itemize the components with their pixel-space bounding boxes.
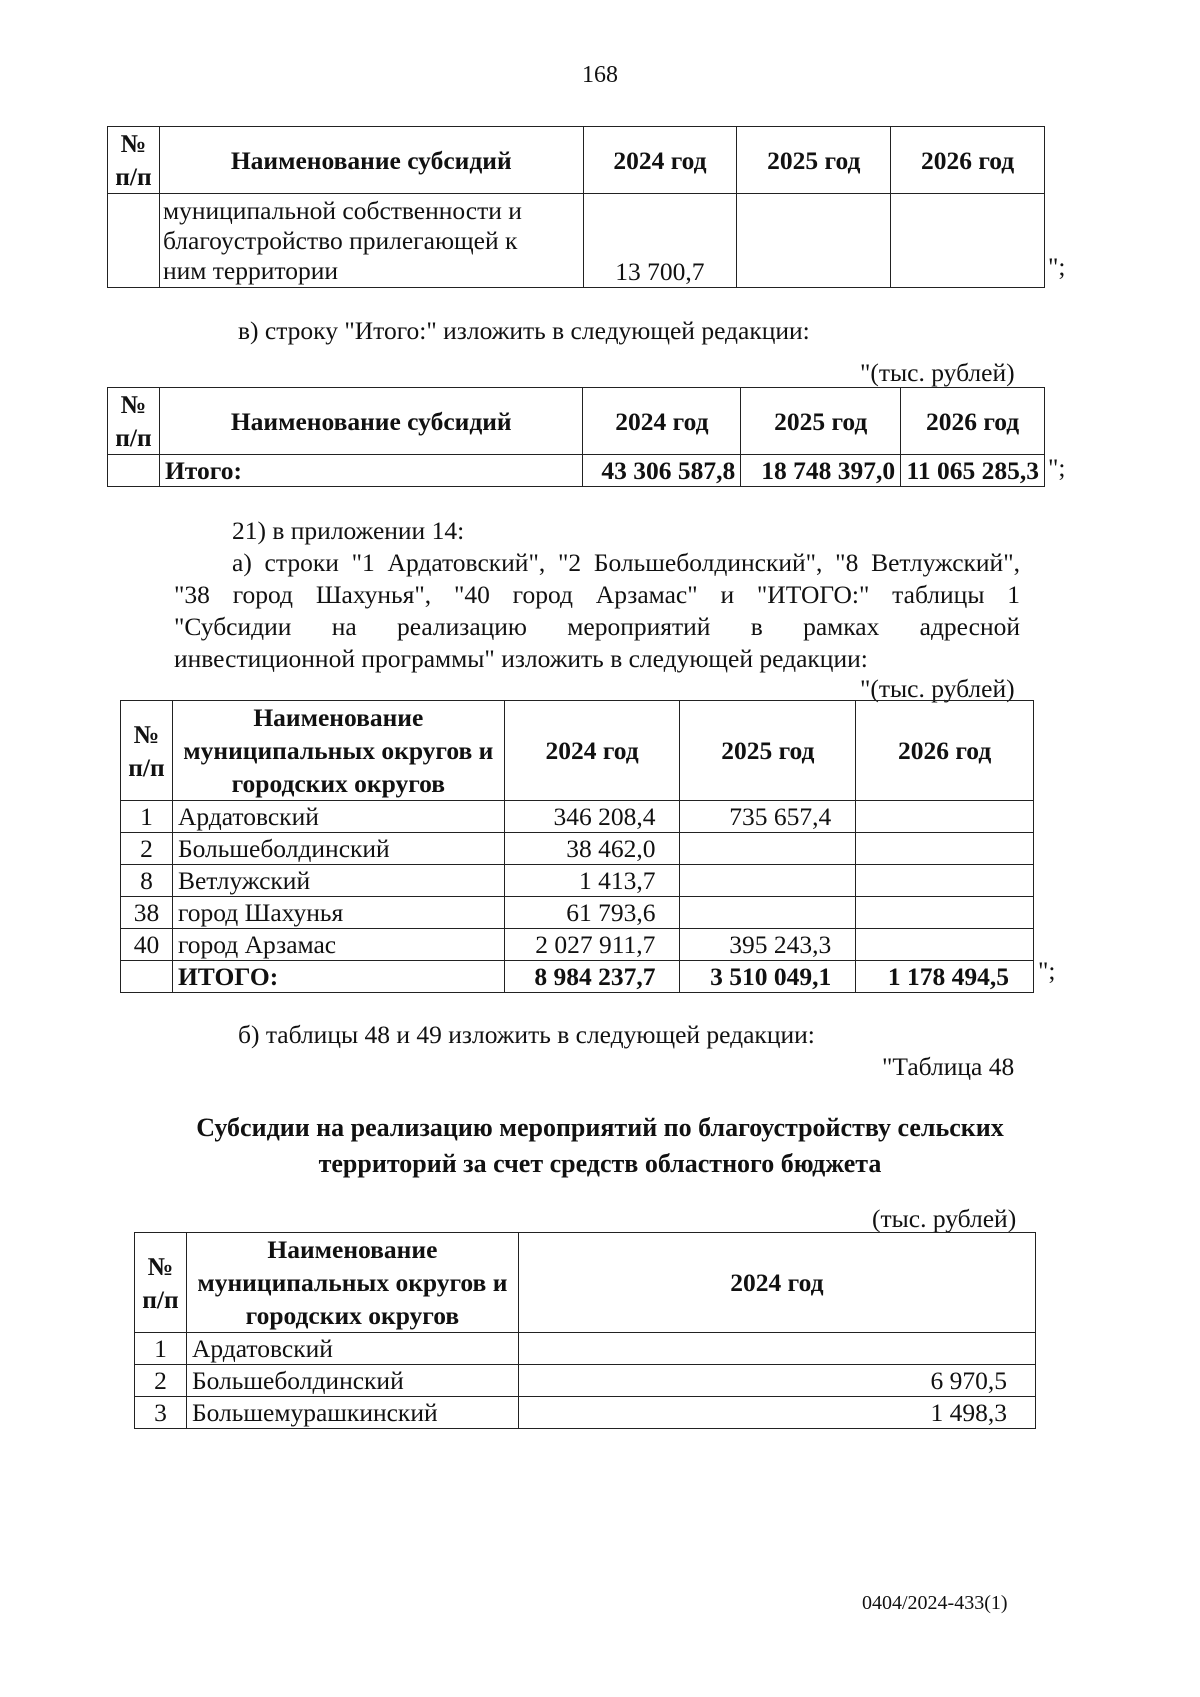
- cell-name: Ардатовский: [172, 801, 504, 833]
- paragraph-b: б) таблицы 48 и 49 изложить в следующей редакции:: [238, 1020, 815, 1049]
- col-2026-header: 2026 год: [891, 127, 1045, 194]
- col-name-header: Наименование субсидий: [159, 127, 583, 194]
- units-label: "(тыс. рублей): [860, 358, 1015, 387]
- cell-2024: 38 462,0: [504, 833, 680, 865]
- cell-number: 2: [135, 1365, 187, 1397]
- cell-2026: [856, 801, 1034, 833]
- col-number-header: № п/п: [121, 701, 173, 801]
- table-48-heading: [120, 1110, 1080, 1182]
- name-line: муниципальной собственности и: [162, 195, 522, 225]
- table-row: [121, 929, 1034, 961]
- cell-2024: 61 793,6: [504, 897, 680, 929]
- cell-number: 3: [135, 1397, 187, 1429]
- cell-name: Большемурашкинский: [186, 1397, 518, 1429]
- table-row: [135, 1397, 1036, 1429]
- cell-name: Большеболдинский: [172, 833, 504, 865]
- paragraph-21: 21) в приложении 14:: [232, 516, 465, 545]
- cell-2024: 1 498,3: [518, 1397, 1035, 1429]
- table-header-row: [121, 701, 1034, 801]
- cell-2026: [891, 194, 1045, 288]
- closing-quote: ";: [1048, 252, 1066, 281]
- table-total-row: [121, 961, 1034, 993]
- table-48: [134, 1232, 1036, 1429]
- cell-2024: 8 984 237,7: [504, 961, 680, 993]
- name-line: благоустройство прилегающей к: [162, 225, 518, 255]
- paragraph-a-line: "Субсидии на реализацию мероприятий в рамках адресной: [174, 612, 1020, 641]
- closing-quote: ";: [1038, 956, 1056, 985]
- cell-2026: 11 065 285,3: [901, 455, 1045, 487]
- cell-2025: [680, 865, 856, 897]
- cell-2025: [680, 833, 856, 865]
- table-48-label: "Таблица 48: [882, 1052, 1015, 1081]
- col-2025-header: 2025 год: [737, 127, 891, 194]
- table-row: [121, 865, 1034, 897]
- cell-number: 38: [121, 897, 173, 929]
- heading-line: территорий за счет средств областного бюджета: [318, 1149, 882, 1178]
- cell-name: город Арзамас: [172, 929, 504, 961]
- table-row: [135, 1333, 1036, 1365]
- cell-2024: 1 413,7: [504, 865, 680, 897]
- cell-2024: [518, 1333, 1035, 1365]
- cell-number: 1: [121, 801, 173, 833]
- table-row: [108, 194, 1045, 288]
- table-total-row: [108, 455, 1045, 487]
- col-2024-header: 2024 год: [583, 388, 741, 455]
- cell-name: [159, 194, 583, 288]
- col-name-header: Наименование муниципальных округов и городских округов: [186, 1233, 518, 1333]
- paragraph-a-line: а) строки "1 Ардатовский", "2 Большеболдинский", "8 Ветлужский",: [232, 548, 1020, 577]
- cell-number: 8: [121, 865, 173, 897]
- heading-line: Субсидии на реализацию мероприятий по благоустройству сельских: [196, 1113, 1004, 1142]
- closing-quote: ";: [1048, 453, 1066, 482]
- cell-2024: 43 306 587,8: [583, 455, 741, 487]
- col-2026-header: 2026 год: [901, 388, 1045, 455]
- cell-number: [108, 455, 160, 487]
- table-header-row: [135, 1233, 1036, 1333]
- col-number-header: № п/п: [135, 1233, 187, 1333]
- col-2025-header: 2025 год: [680, 701, 856, 801]
- cell-2024: 346 208,4: [504, 801, 680, 833]
- cell-2026: [856, 833, 1034, 865]
- cell-2024: 2 027 911,7: [504, 929, 680, 961]
- cell-2025: [680, 897, 856, 929]
- col-2024-header: 2024 год: [583, 127, 737, 194]
- cell-2026: [856, 865, 1034, 897]
- col-name-header: Наименование субсидий: [159, 388, 583, 455]
- table-header-row: [108, 388, 1045, 455]
- cell-2025: 3 510 049,1: [680, 961, 856, 993]
- col-number-header: № п/п: [108, 127, 160, 194]
- table-row: [135, 1365, 1036, 1397]
- cell-2026: [856, 929, 1034, 961]
- cell-number: [108, 194, 160, 288]
- cell-number: 40: [121, 929, 173, 961]
- col-number-header: № п/п: [108, 388, 160, 455]
- page-number: 168: [582, 62, 618, 88]
- cell-number: 2: [121, 833, 173, 865]
- cell-name: город Шахунья: [172, 897, 504, 929]
- cell-name: Ардатовский: [186, 1333, 518, 1365]
- cell-2026: 1 178 494,5: [856, 961, 1034, 993]
- cell-number: 1: [135, 1333, 187, 1365]
- table-subsidies-continuation: [107, 126, 1045, 288]
- table-header-row: [108, 127, 1045, 194]
- cell-number: [121, 961, 173, 993]
- paragraph-a-line: "38 город Шахунья", "40 город Арзамас" и "ИТОГО:" таблицы 1: [174, 580, 1020, 609]
- paragraph-a-line: инвестиционной программы" изложить в следующей редакции:: [174, 644, 868, 673]
- cell-name: Ветлужский: [172, 865, 504, 897]
- table-subsidies-total: [107, 387, 1045, 487]
- table-row: [121, 833, 1034, 865]
- col-2026-header: 2026 год: [856, 701, 1034, 801]
- units-label: "(тыс. рублей): [860, 674, 1015, 703]
- cell-2025: 735 657,4: [680, 801, 856, 833]
- units-label: (тыс. рублей): [872, 1204, 1017, 1233]
- cell-name: Итого:: [159, 455, 583, 487]
- cell-2025: [737, 194, 891, 288]
- name-line: ним территории: [162, 255, 338, 285]
- cell-2026: [856, 897, 1034, 929]
- cell-2024: 13 700,7: [583, 194, 737, 288]
- table-districts: [120, 700, 1034, 993]
- document-code: 0404/2024-433(1): [862, 1592, 1008, 1614]
- cell-2025: 395 243,3: [680, 929, 856, 961]
- col-name-header: Наименование муниципальных округов и городских округов: [172, 701, 504, 801]
- cell-2025: 18 748 397,0: [741, 455, 901, 487]
- col-2024-header: 2024 год: [504, 701, 680, 801]
- col-2025-header: 2025 год: [741, 388, 901, 455]
- paragraph-v: в) строку "Итого:" изложить в следующей редакции:: [238, 316, 810, 345]
- cell-2024: 6 970,5: [518, 1365, 1035, 1397]
- col-2024-header: 2024 год: [518, 1233, 1035, 1333]
- table-row: [121, 801, 1034, 833]
- cell-name: Большеболдинский: [186, 1365, 518, 1397]
- table-row: [121, 897, 1034, 929]
- cell-name: ИТОГО:: [172, 961, 504, 993]
